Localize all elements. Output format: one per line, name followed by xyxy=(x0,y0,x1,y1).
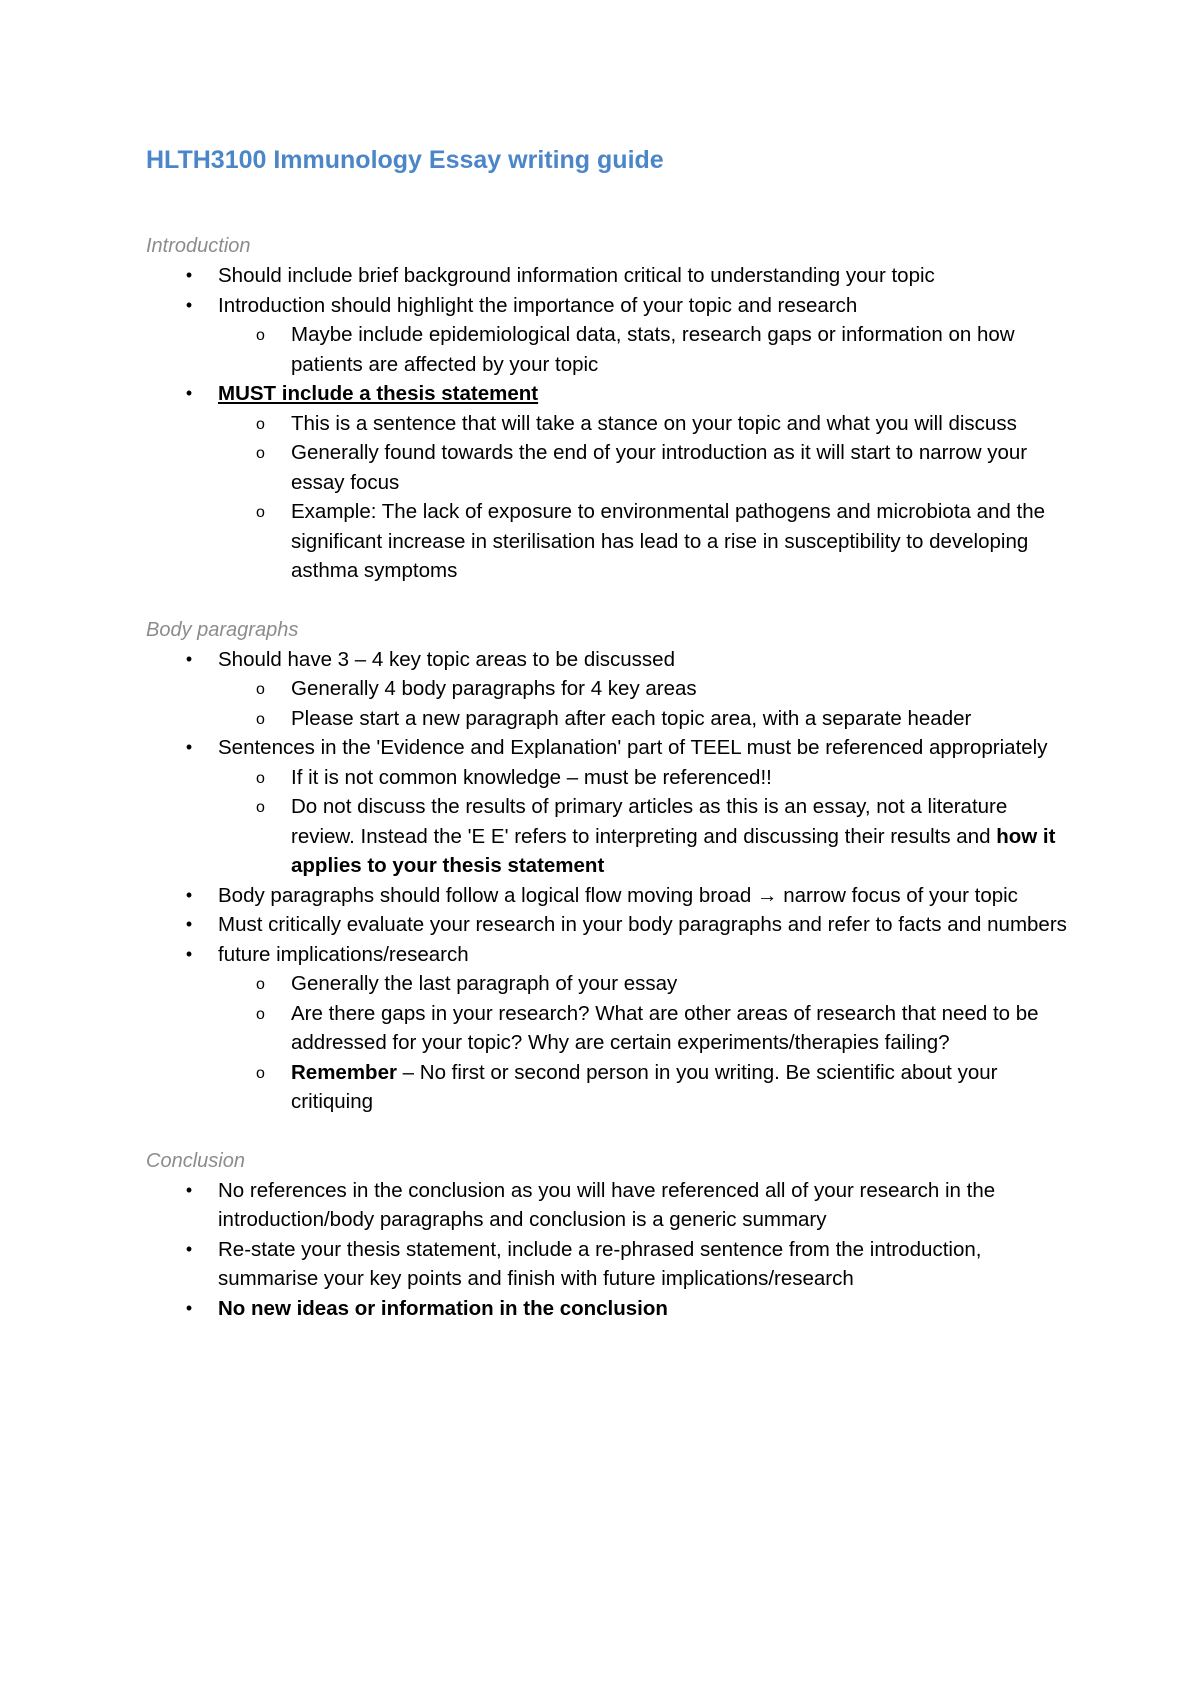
bullet-icon: • xyxy=(185,1179,193,1200)
circle-bullet-icon: o xyxy=(256,1064,265,1082)
list-item xyxy=(146,261,1076,291)
bullet-icon: • xyxy=(185,914,193,934)
sub-list xyxy=(218,674,1076,733)
spacer xyxy=(146,1117,1076,1147)
bullet-icon: • xyxy=(185,737,193,757)
list-item-text: Introduction should highlight the importance of your topic and research xyxy=(218,293,858,317)
sub-list-item xyxy=(218,999,1076,1058)
list-item-text: Body paragraphs should follow a logical flow moving broad xyxy=(218,883,758,907)
spacer xyxy=(146,586,1076,616)
conclusion-list xyxy=(146,1176,1076,1324)
sub-list-item xyxy=(218,438,1076,497)
list-item-text: Generally found towards the end of your introduction as it will start to narrow your essay focus xyxy=(291,441,1028,494)
sub-list xyxy=(218,969,1076,1117)
bullet-icon: • xyxy=(185,648,193,669)
body-list xyxy=(146,645,1076,1117)
section-introduction xyxy=(146,232,1076,586)
list-item xyxy=(146,379,1076,586)
list-item-text: This is a sentence that will take a stance on your topic and what you will discuss xyxy=(291,411,1017,435)
list-item-text: Do not discuss the results of primary articles as this is an essay, not a literature review. Instead the 'E E' refers to interpreting and discussing their results and xyxy=(291,795,1008,848)
circle-bullet-icon: o xyxy=(256,681,265,698)
list-item-text: Should include brief background information critical to understanding your topic xyxy=(218,264,935,287)
list-item xyxy=(146,733,1076,881)
thesis-requirement-text: MUST include a thesis statement xyxy=(218,382,539,405)
sub-list-item xyxy=(218,320,1076,379)
bullet-icon: • xyxy=(185,884,193,905)
circle-bullet-icon: o xyxy=(256,504,265,521)
sub-list-item xyxy=(218,704,1076,734)
section-heading-body: Body paragraphs xyxy=(146,618,299,641)
sub-list-item xyxy=(218,763,1076,793)
list-item xyxy=(146,645,1076,734)
list-item xyxy=(146,881,1076,911)
circle-bullet-icon: o xyxy=(256,1005,265,1023)
circle-bullet-icon: o xyxy=(256,327,265,344)
document-title: HLTH3100 Immunology Essay writing guide xyxy=(146,146,664,174)
list-item-text: No references in the conclusion as you will have referenced all of your research in the introduction/body paragraphs and conclusion is a generic summary xyxy=(218,1178,996,1231)
sub-list-item xyxy=(218,674,1076,704)
sub-list-item xyxy=(218,792,1076,881)
sub-list xyxy=(218,320,1076,379)
list-item xyxy=(146,940,1076,1117)
introduction-list xyxy=(146,261,1076,586)
bullet-icon: • xyxy=(185,265,193,285)
list-item xyxy=(146,910,1076,940)
document-page xyxy=(146,140,1076,1323)
list-item xyxy=(146,1294,1076,1324)
section-heading-introduction: Introduction xyxy=(146,235,251,257)
section-heading-conclusion: Conclusion xyxy=(146,1149,245,1172)
remember-label: Remember xyxy=(291,1060,397,1084)
thesis-emphasis-text: how it applies to your thesis statement xyxy=(291,824,1056,877)
sub-list-item xyxy=(218,497,1076,586)
circle-bullet-icon: o xyxy=(256,710,265,728)
list-item-text: Sentences in the 'Evidence and Explanation' part of TEEL must be referenced appropriately xyxy=(218,736,1048,759)
section-body-paragraphs xyxy=(146,616,1076,1117)
list-item-text: Are there gaps in your research? What are other areas of research that need to be addressed for your topic? Why are certain experiments/therapies failing? xyxy=(291,1001,1039,1054)
bullet-icon: • xyxy=(185,1297,193,1318)
list-item-text: Must critically evaluate your research in your body paragraphs and refer to facts and numbers xyxy=(218,913,1067,936)
circle-bullet-icon: o xyxy=(256,799,265,816)
sub-list-item xyxy=(218,969,1076,999)
list-item-text: Please start a new paragraph after each topic area, with a separate header xyxy=(291,706,972,730)
circle-bullet-icon: o xyxy=(256,445,265,462)
circle-bullet-icon: o xyxy=(256,976,265,993)
sub-list xyxy=(218,763,1076,881)
list-item-text: Maybe include epidemiological data, stats, research gaps or information on how patients are affected by your topic xyxy=(291,323,1015,376)
list-item-text: Generally the last paragraph of your essay xyxy=(291,972,678,995)
list-item xyxy=(146,291,1076,380)
list-item-text: future implications/research xyxy=(218,942,469,966)
bullet-icon: • xyxy=(185,294,193,315)
spacer xyxy=(146,180,1076,232)
bullet-icon: • xyxy=(185,383,193,403)
bullet-icon: • xyxy=(185,943,193,964)
list-item xyxy=(146,1235,1076,1294)
list-item-text: Example: The lack of exposure to environmental pathogens and microbiota and the significant increase in sterilisation has lead to a rise in susceptibility to developing asthma symptoms xyxy=(291,500,1046,582)
section-conclusion xyxy=(146,1147,1076,1324)
list-item-text: No new ideas or information in the conclusion xyxy=(218,1296,668,1320)
circle-bullet-icon: o xyxy=(256,769,265,787)
bullet-icon: • xyxy=(185,1238,193,1259)
circle-bullet-icon: o xyxy=(256,415,265,433)
sub-list-item xyxy=(218,1058,1076,1117)
arrow-right-icon: → xyxy=(757,883,778,907)
sub-list-item xyxy=(218,409,1076,439)
list-item xyxy=(146,1176,1076,1235)
list-item-text: Should have 3 – 4 key topic areas to be discussed xyxy=(218,647,675,671)
sub-list xyxy=(218,409,1076,586)
list-item-text: – No first or second person in you writing. Be scientific about your critiquing xyxy=(291,1060,998,1113)
list-item-text: If it is not common knowledge – must be referenced!! xyxy=(291,765,772,789)
list-item-text: Re-state your thesis statement, include a re-phrased sentence from the introduction, summarise your key points and finish with future implications/research xyxy=(218,1237,982,1290)
list-item-text: Generally 4 body paragraphs for 4 key areas xyxy=(291,677,697,700)
list-item-text: narrow focus of your topic xyxy=(777,883,1018,907)
